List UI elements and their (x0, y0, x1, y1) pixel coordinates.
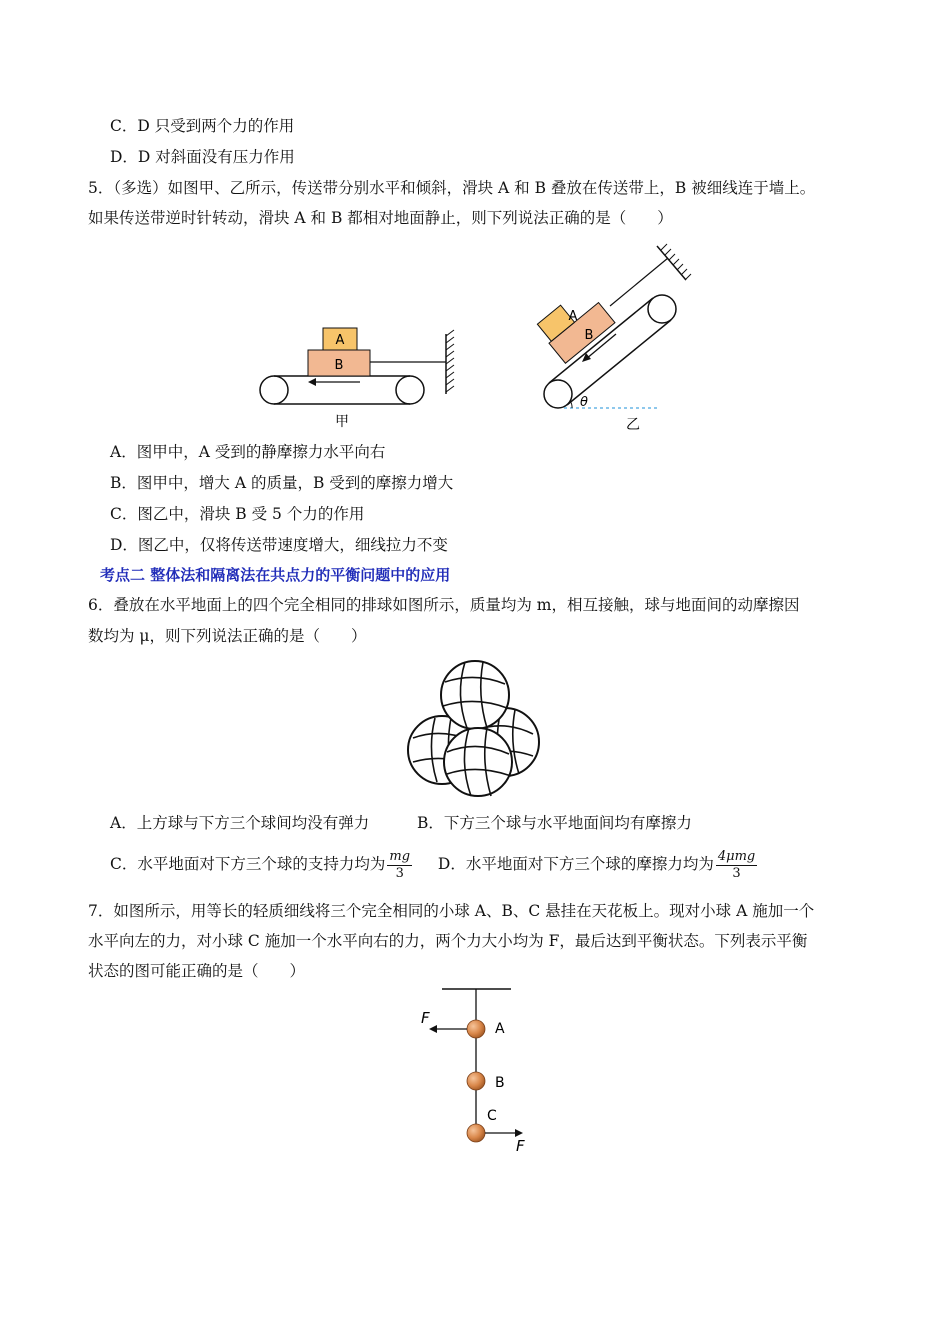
ball-b-label: B (495, 1075, 505, 1091)
wall (446, 330, 454, 394)
q6-option-c-fraction (387, 849, 412, 882)
force-left-arrow-icon (429, 1025, 467, 1033)
block-b-inclined-label: B (584, 328, 594, 343)
volleyball-front (444, 728, 512, 796)
ball-a-label: A (495, 1021, 505, 1037)
q6-option-a-text: A．上方球与下方三个球间均没有弹力 (110, 814, 370, 832)
q6-option-d-numerator: 4μmg (717, 848, 756, 864)
block-b-label: B (334, 358, 344, 373)
figure-yi-caption: 乙 (626, 417, 640, 433)
hanging-balls-figure (415, 985, 530, 1155)
q5-stem-line1: 5．（多选）如图甲、乙所示，传送带分别水平和倾斜，滑块 A 和 B 叠放在传送带上，B 被细线连于墙上。 (88, 179, 816, 197)
volleyball-stack-figure (405, 660, 545, 800)
q6-option-c-numerator: mg (389, 848, 411, 864)
q6-option-c-text: C．水平地面对下方三个球的支持力均为 (110, 855, 386, 873)
ball-c-label: C (487, 1108, 497, 1124)
figure-yi (530, 238, 700, 438)
q7-stem-line3: 状态的图可能正确的是（ ） (88, 962, 306, 980)
q6-option-d-text: D．水平地面对下方三个球的摩擦力均为 (437, 855, 714, 873)
theta-label: θ (580, 395, 588, 410)
ball-b (467, 1072, 485, 1090)
q6-stem-line1: 6．叠放在水平地面上的四个完全相同的排球如图所示，质量均为 m，相互接触，球与地面间的动摩擦因 (88, 596, 800, 614)
q6-option-a (110, 812, 692, 834)
q6-stem-line2: 数均为 μ，则下列说法正确的是（ ） (88, 627, 367, 645)
ball-c (467, 1124, 485, 1142)
force-right-arrow-icon (485, 1129, 523, 1137)
ceiling-wall (657, 244, 691, 280)
q4-option-c: C．D 只受到两个力的作用 (110, 117, 295, 135)
block-a-inclined-label: A (568, 309, 578, 324)
q7-stem-line2: 水平向左的力，对小球 C 施加一个水平向右的力，两个力大小均为 F，最后达到平衡状态。下列表示平衡 (88, 932, 808, 950)
q5-stem-line2: 如果传送带逆时针转动，滑块 A 和 B 都相对地面静止，则下列说法正确的是（ ） (88, 209, 673, 227)
force-right-label: F (516, 1137, 525, 1155)
q6-option-d-denominator: 3 (732, 865, 741, 881)
volleyball-top (441, 661, 509, 729)
q6-options-cd (110, 846, 759, 882)
q6-option-b: B．下方三个球与水平地面间均有摩擦力 (417, 814, 692, 832)
q4-option-d: D．D 对斜面没有压力作用 (110, 148, 295, 166)
figure-jia (250, 320, 460, 435)
belt-direction-arrow-icon (308, 378, 360, 386)
q5-option-d: D．图乙中，仅将传送带速度增大，细线拉力不变 (110, 536, 448, 554)
q5-option-a: A．图甲中，A 受到的静摩擦力水平向右 (110, 443, 386, 461)
ball-a (467, 1020, 485, 1038)
section-heading: 考点二 整体法和隔离法在共点力的平衡问题中的应用 (100, 566, 451, 584)
q5-option-b: B．图甲中，增大 A 的质量，B 受到的摩擦力增大 (110, 474, 454, 492)
q6-option-c-denominator: 3 (395, 865, 404, 881)
conveyor-belt (260, 376, 424, 404)
force-left-label: F (421, 1009, 430, 1027)
q6-option-d-fraction (716, 849, 757, 882)
q7-stem-line1: 7．如图所示，用等长的轻质细线将三个完全相同的小球 A、B、C 悬挂在天花板上。现对小球 A 施加一个 (88, 902, 815, 920)
figure-jia-caption: 甲 (335, 414, 349, 430)
q5-option-c: C．图乙中，滑块 B 受 5 个力的作用 (110, 505, 365, 523)
block-a-label: A (335, 333, 345, 348)
